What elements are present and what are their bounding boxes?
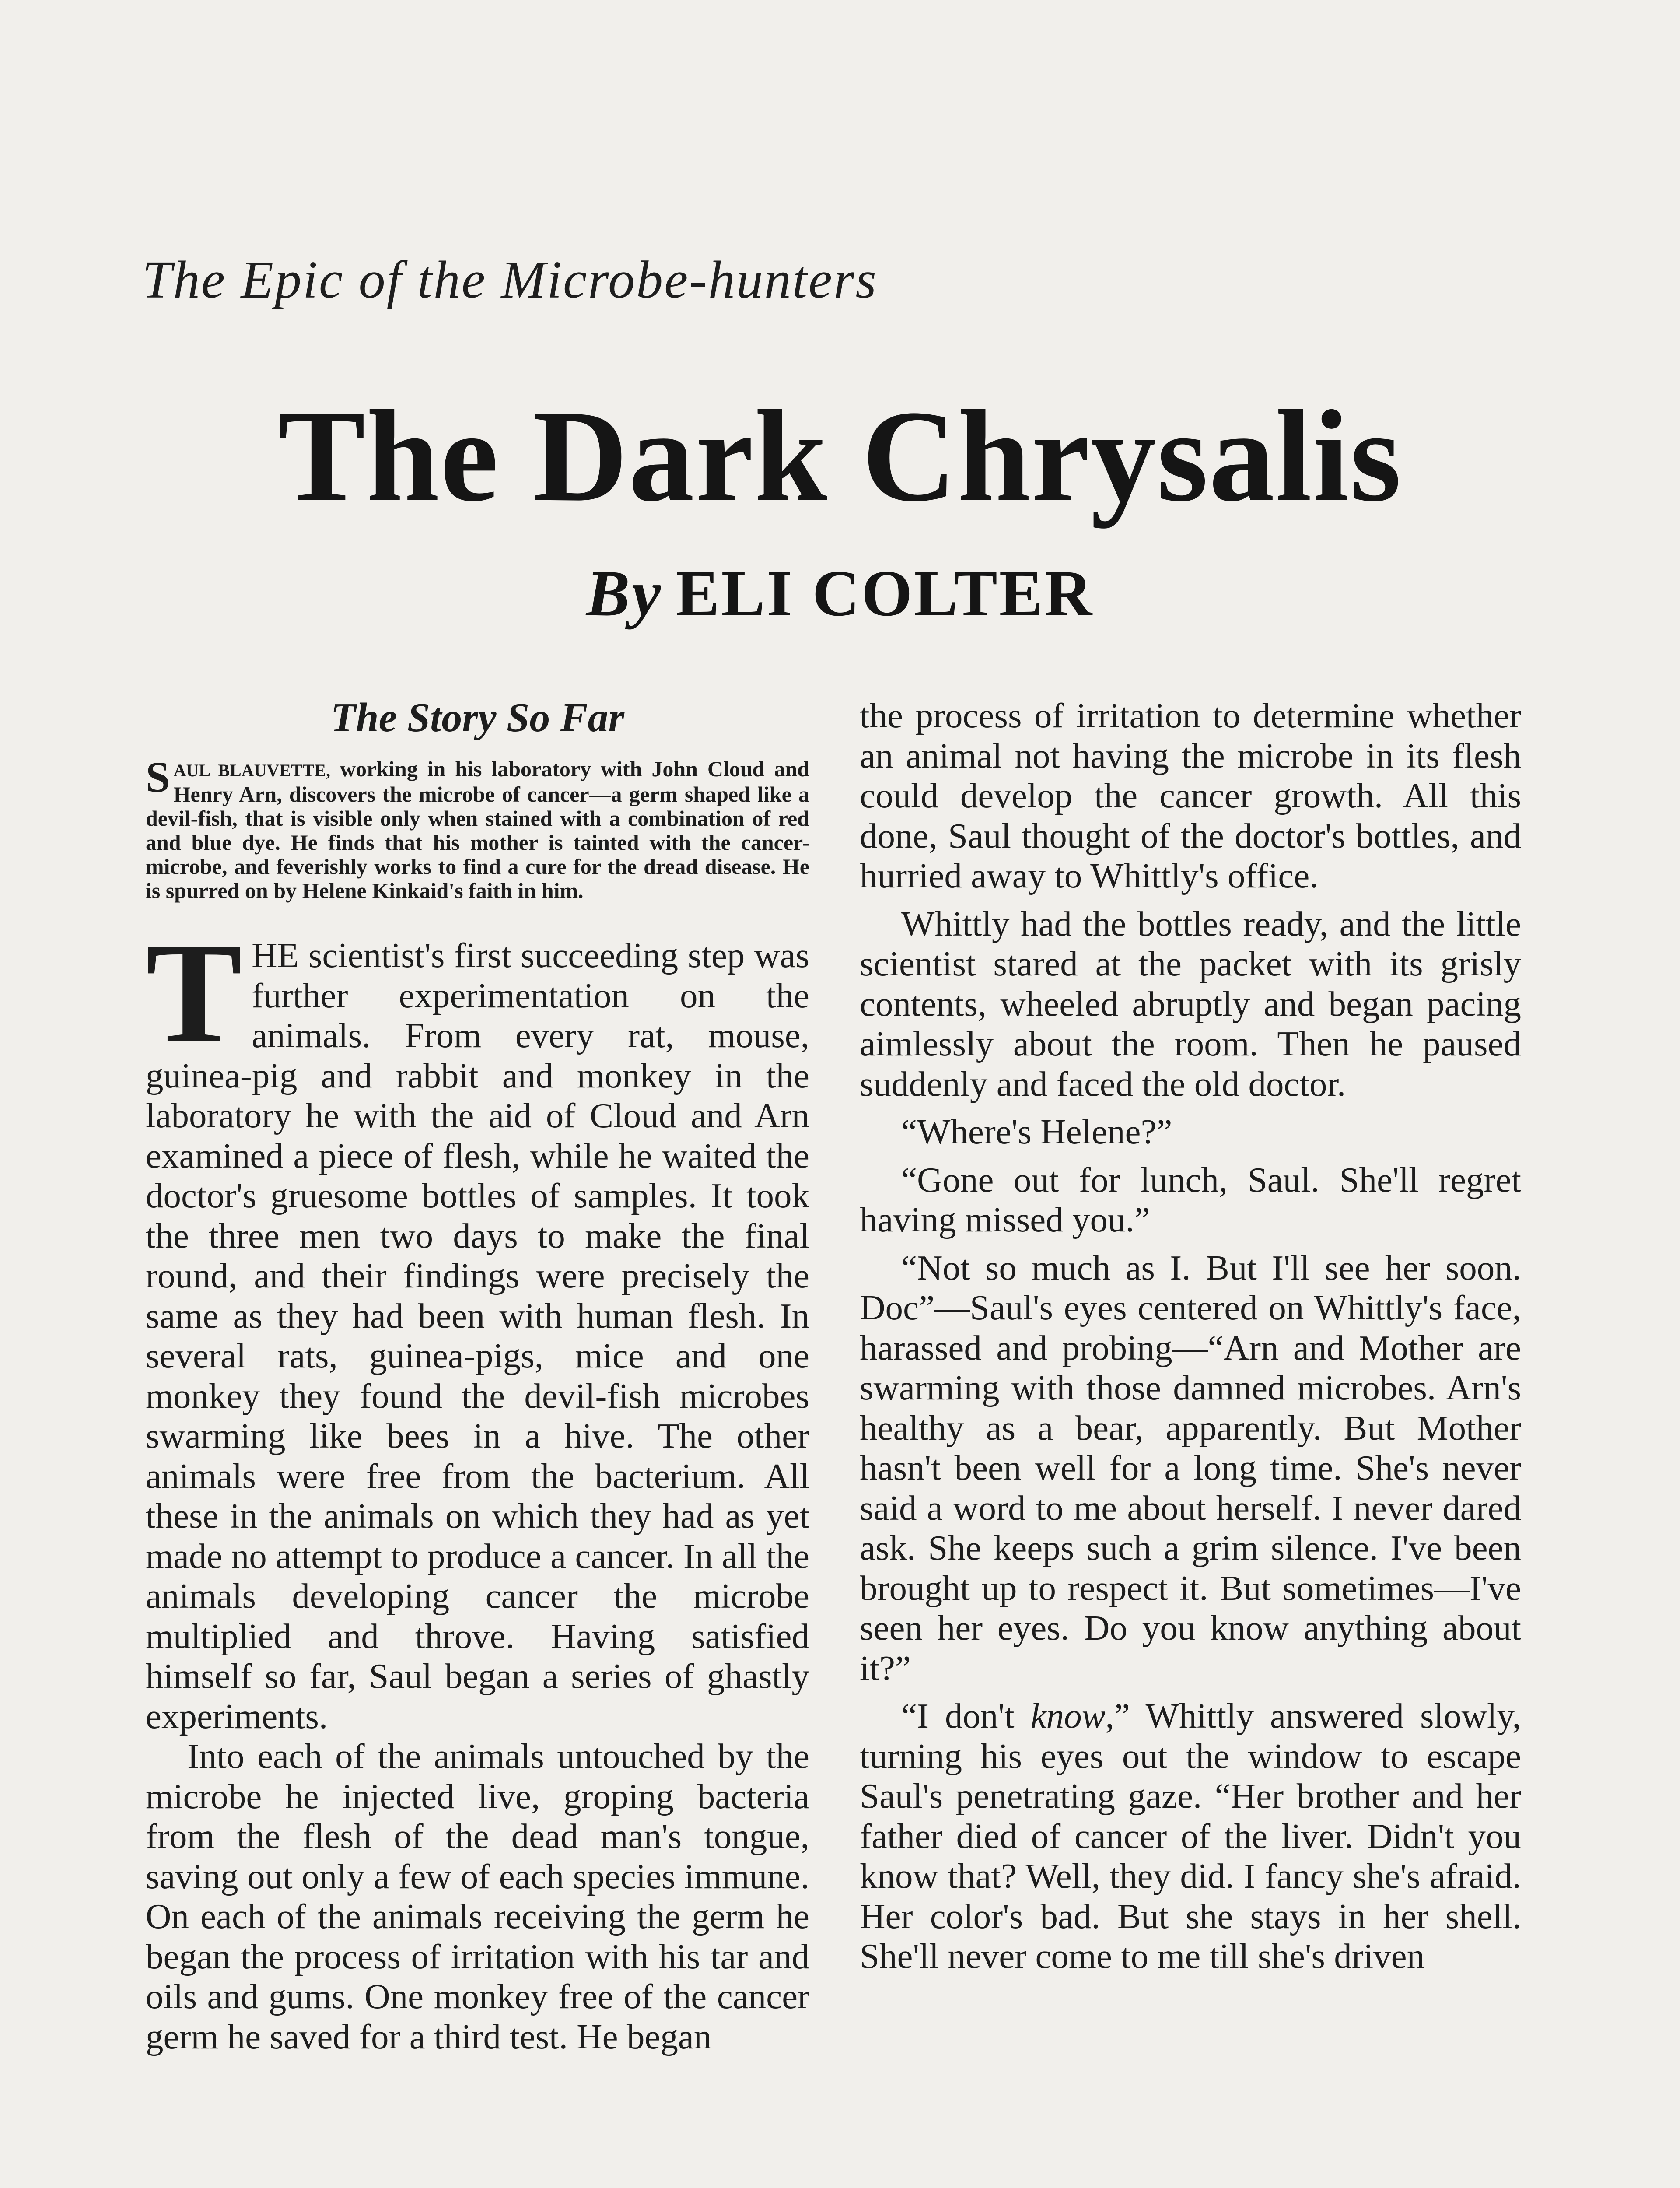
byline [0, 556, 1680, 631]
synopsis-heading: The Story So Far [330, 695, 625, 740]
author-name: ELI COLTER [676, 557, 1094, 630]
dialogue-paragraph: “Where's Helene?” [901, 1112, 1172, 1151]
synopsis-smallcaps: AUL BLAUVETTE, [173, 761, 331, 780]
dialogue-text: “I don't [901, 1696, 1031, 1736]
emphasis-text: know [1030, 1696, 1106, 1736]
synopsis-body: working in his laboratory with John Cloud and Henry Arn, discovers the microbe of cancer—a germ shaped like a devil-fish, that is visible only when stained with a combination of red and blue dye. He finds that his mother is tainted with the cancer-microbe, and feverishly works to find a cure for the dread disease. He is spurred on by Helene Kinkaid's faith in him. [146, 757, 810, 903]
body-paragraph: Into each of the animals untouched by the microbe he injected live, groping bacteria from the flesh of the dead man's tongue, saving out only a few of each species immune. On each of the animals receiving the germ he began the process of irritation with his tar and oils and gums. One monkey free of the cancer germ he saved for a third test. He began [146, 1736, 809, 2056]
left-column [146, 696, 809, 2188]
byline-by: By [586, 557, 663, 630]
body-paragraph [146, 913, 809, 1736]
right-column [860, 696, 1521, 2188]
dialogue-paragraph: “Not so much as I. But I'll see her soon. Doc”—Saul's eyes centered on Whittly's face, harassed and probing—“Arn and Mother are swarming with those damned microbes. Arn's healthy as a bear, apparently. But Mother hasn't been well for a long time. She's never said a word to me about herself. I never dared ask. She keeps such a grim silence. I've been brought up to respect it. But sometimes—I've seen her eyes. Do you know anything about it?” [860, 1248, 1521, 1688]
body-paragraph: Whittly had the bottles ready, and the little scientist stared at the packet with its grisly contents, wheeled abruptly and began pacing aimlessly about the room. Then he paused suddenly and faced the old doctor. [860, 904, 1521, 1104]
dropcap-letter: T [146, 913, 242, 1073]
series-title: The Epic of the Microbe-hunters [142, 250, 878, 309]
dialogue-paragraph [860, 1696, 1521, 1977]
story-title: The Dark Chrysalis [278, 383, 1402, 529]
body-paragraph-text: HE scientist's first succeeding step was further experimentation on the animals. From every rat, mouse, guinea-pig and rabbit and monkey in the laboratory he with the aid of Cloud and Arn examined a piece of flesh, while he waited the doctor's gruesome bottles of samples. It took the three men two days to make the final round, and their findings were precisely the same as they had been with human flesh. In several rats, guinea-pigs, mice and one monkey they found the devil-fish microbes swarming like bees in a hive. The other animals were free from the bacterium. All these in the animals on which they had as yet made no attempt to produce a cancer. In all the animals developing cancer the microbe multiplied and throve. Having satisfied himself so far, Saul began a series of ghastly experiments. [146, 936, 809, 1736]
body-paragraph: the process of irritation to determine whether an animal not having the microbe in its flesh could develop the cancer growth. All this done, Saul thought of the doctor's bottles, and hurried away to Whittly's office. [860, 696, 1521, 895]
dialogue-text: ,” Whittly answered slowly, turning his eyes out the window to escape Saul's penetrating gaze. “Her brother and her father died of cancer of the liver. Didn't you know that? Well, they did. I fancy she's afraid. Her color's bad. But she stays in her shell. She'll never come to me till she's driven [860, 1696, 1521, 1976]
synopsis-dropcap: S [146, 753, 170, 801]
dialogue-paragraph: “Gone out for lunch, Saul. She'll regret having missed you.” [860, 1160, 1521, 1239]
synopsis-text [146, 753, 810, 903]
